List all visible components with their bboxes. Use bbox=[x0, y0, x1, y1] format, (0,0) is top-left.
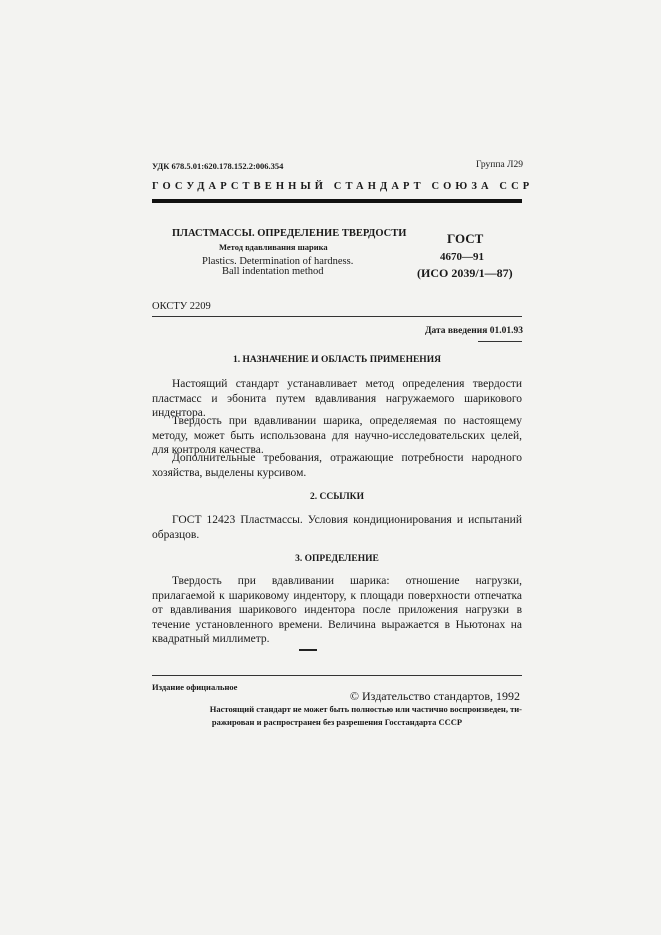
oksty-divider bbox=[152, 316, 522, 317]
iso-number: (ИСО 2039/1—87) bbox=[417, 266, 513, 280]
document-title: ПЛАСТМАССЫ. ОПРЕДЕЛЕНИЕ ТВЕРДОСТИ bbox=[172, 228, 407, 239]
introduction-date: Дата введения 01.01.93 bbox=[424, 326, 523, 336]
oksty-code: ОКСТУ 2209 bbox=[152, 301, 211, 312]
group-code: Группа Л29 bbox=[476, 160, 523, 170]
state-standard-title: ГОСУДАРСТВЕННЫЙ СТАНДАРТ СОЮЗА ССР bbox=[152, 181, 534, 192]
reproduction-notice-line1: Настоящий стандарт не может быть полностью или частично воспроизведен, ти- bbox=[209, 704, 522, 714]
udk-code: УДК 678.5.01:620.178.152.2:006.354 bbox=[152, 161, 284, 171]
section-3-paragraph: Твердость при вдавливании шарика: отношение нагрузки, прилагаемой к шариковому индентору, к площади поверхности отпечатка от вдавливания шарикового индентора после приложения нагрузки в течение установленного времени. Величина выражается в Ньютонах на квадратный миллиметр. bbox=[152, 575, 522, 645]
section-1-paragraph-3: Дополнительные требования, отражающие потребности народного хозяйства, выделены курсивом. bbox=[152, 452, 522, 479]
section-1-paragraph-2: Твердость при вдавливании шарика, определяемая по настоящему методу, может быть использована для научно-исследовательских целей, для контроля качества. bbox=[152, 415, 522, 456]
reproduction-notice-line2: ражирован и распространен без разрешения Госстандарта СССР bbox=[211, 717, 463, 727]
document-subtitle: Метод вдавливания шарика bbox=[219, 242, 328, 252]
section-1-paragraph-1: Настоящий стандарт устанавливает метод определения твердости пластмасс и эбонита путем вдавливания нагружаемого шарикового индентора. bbox=[152, 378, 522, 419]
section-3-heading: 3. ОПРЕДЕЛЕНИЕ bbox=[295, 554, 379, 564]
official-edition-label: Издание официальное bbox=[152, 682, 238, 692]
gost-label: ГОСТ bbox=[447, 231, 484, 246]
section-1-heading: 1. НАЗНАЧЕНИЕ И ОБЛАСТЬ ПРИМЕНЕНИЯ bbox=[233, 355, 441, 365]
copyright-notice: © Издательство стандартов, 1992 bbox=[349, 689, 520, 703]
end-dash bbox=[299, 649, 317, 651]
section-2-paragraph: ГОСТ 12423 Пластмассы. Условия кондиционирования и испытаний образцов. bbox=[152, 514, 522, 541]
english-title-line1: Plastics. Determination of hardness. bbox=[202, 256, 354, 267]
header-divider bbox=[152, 199, 522, 203]
gost-number: 4670—91 bbox=[440, 251, 484, 263]
section-2-heading: 2. ССЫЛКИ bbox=[310, 492, 364, 502]
date-underline bbox=[478, 341, 522, 342]
footer-divider bbox=[152, 675, 522, 676]
english-title-line2: Ball indentation method bbox=[222, 266, 324, 277]
